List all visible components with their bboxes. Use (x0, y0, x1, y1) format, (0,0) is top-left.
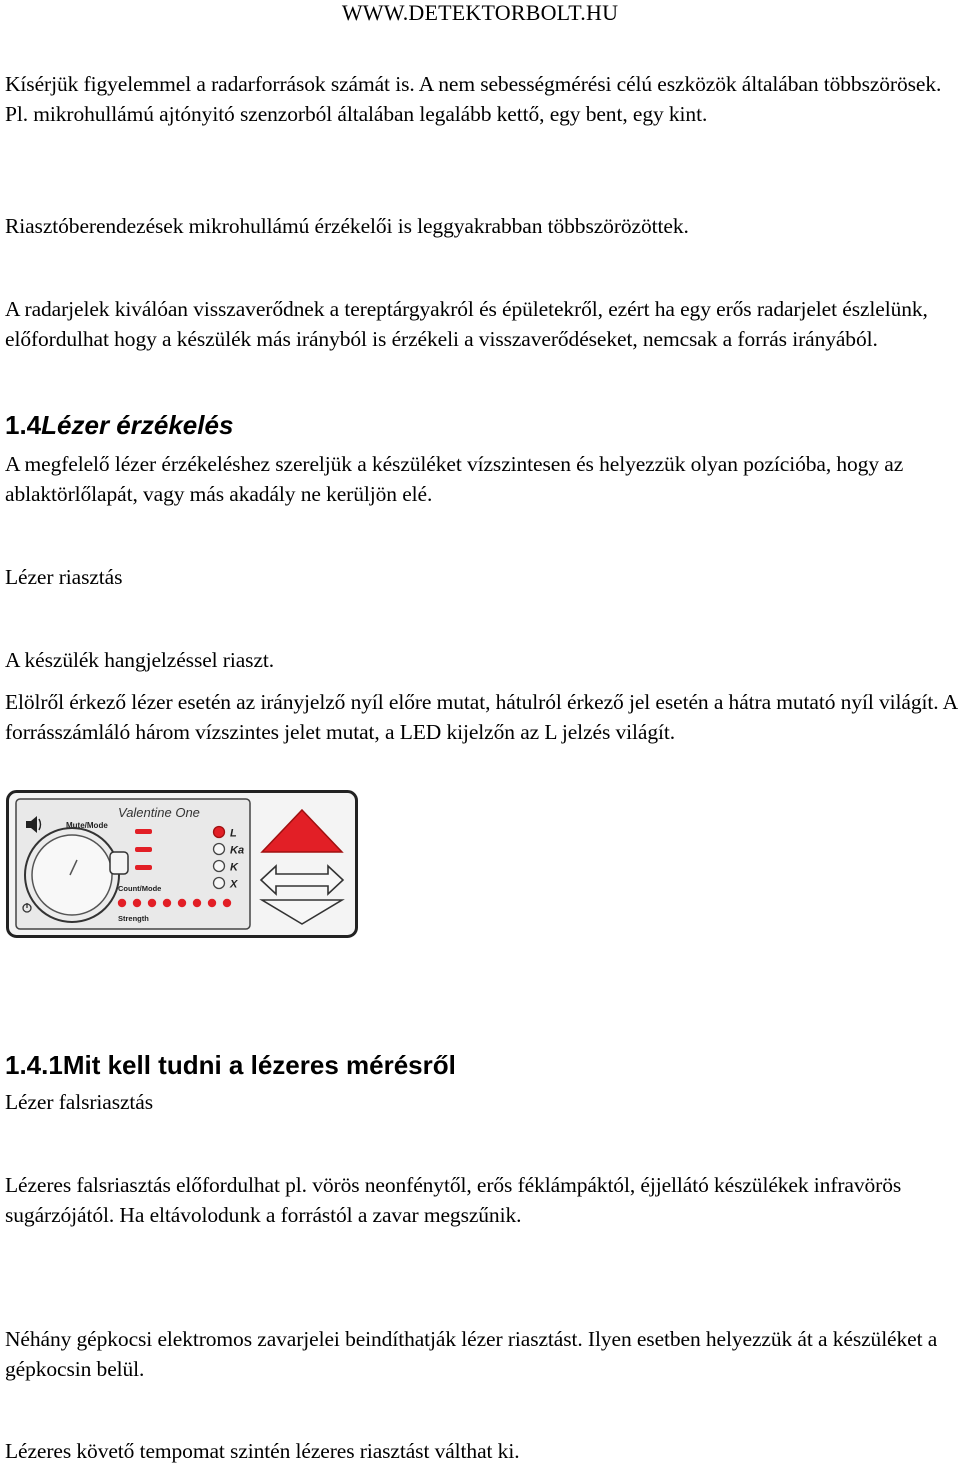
paragraph-laser-alarm-title: Lézer riasztás (5, 565, 123, 589)
band-label: K (230, 861, 238, 874)
paragraph-electrical-interference: Néhány gépkocsi elektromos zavarjelei beindíthatják lézer riasztást. Ilyen esetben helyezzük át a készüléket a gépkocsin belül. (5, 1327, 938, 1381)
band-label: X (230, 878, 238, 891)
subsection-title: Mit kell tudni a lézeres mérésről (62, 1050, 456, 1080)
mute-mode-label: Mute/Mode (66, 821, 108, 830)
strength-led (163, 899, 171, 907)
paragraph-radar-sources: Kísérjük figyelemmel a radarforrások számát is. A nem sebességmérési célú eszközök általában többszörösek. Pl. mikrohullámú ajtónyitó szenzorból általában legalább kettő, egy bent, egy kint. (5, 72, 942, 126)
strength-led (223, 899, 231, 907)
band-led (214, 861, 225, 872)
valentine-one-display-illustration (6, 790, 358, 938)
strength-led (208, 899, 216, 907)
strength-led (178, 899, 186, 907)
paragraph-false-alarm-sources: Lézeres falsriasztás előfordulhat pl. vörös neonfénytől, erős féklámpáktól, éjjellátó készülékek infravörös sugárzójától. Ha eltávolodunk a forrástól a zavar megszűnik. (5, 1173, 902, 1227)
count-mode-label: Count/Mode (118, 884, 162, 893)
band-label: Ka (230, 844, 245, 857)
band-led (214, 844, 225, 855)
band-label: L (230, 827, 237, 840)
paragraph-alarm-sensors: Riasztóberendezések mikrohullámú érzékelői is leggyakrabban többszörözöttek. (5, 214, 689, 238)
volume-knob (25, 828, 119, 922)
subsection-number: 1.4.1 (5, 1050, 63, 1080)
counter-segment (135, 829, 152, 834)
strength-label: Strength (118, 914, 149, 923)
band-led (214, 827, 225, 838)
side-button (110, 852, 128, 874)
section-heading-laser (5, 409, 233, 441)
paragraph-arrow-description: Elölről érkező lézer esetén az irányjelző nyíl előre mutat, hátulról érkező jel esetén a hátra mutató nyíl világít. A forrásszámláló három vízszintes jelet mutat, a LED kijelzőn az L jelzés világít. (5, 690, 957, 744)
band-led (214, 878, 225, 889)
paragraph-laser-mounting: A megfelelő lézer érzékeléshez szereljük a készüléket vízszintesen és helyezzük olyan pozícióba, hogy az ablaktörlőlapát, vagy más akadály ne kerüljön elé. (5, 452, 904, 506)
site-header: WWW.DETEKTORBOLT.HU (341, 0, 619, 25)
counter-segment (135, 847, 152, 852)
section-title: Lézer érzékelés (41, 410, 234, 440)
paragraph-false-alarm-title: Lézer falsriasztás (5, 1090, 154, 1114)
paragraph-cruise-control: Lézeres követő tempomat szintén lézeres riasztást válthat ki. (5, 1439, 520, 1463)
strength-led (148, 899, 156, 907)
section-number: 1.4 (5, 410, 42, 440)
counter-segment (135, 865, 152, 870)
strength-led (118, 899, 126, 907)
strength-led (193, 899, 201, 907)
paragraph-reflections: A radarjelek kiválóan visszaverődnek a tereptárgyakról és épületekről, ezért ha egy erős radarjelet észlelünk, előfordulhat hogy a készülék más irányból is érzékeli a visszaverődéseket, nemcsak a forrás irányából. (5, 297, 928, 351)
section-heading-laser-measurement (5, 1049, 456, 1081)
strength-led (133, 899, 141, 907)
brand-label: Valentine One (118, 805, 200, 820)
paragraph-audio-alert: A készülék hangjelzéssel riaszt. (5, 648, 275, 672)
